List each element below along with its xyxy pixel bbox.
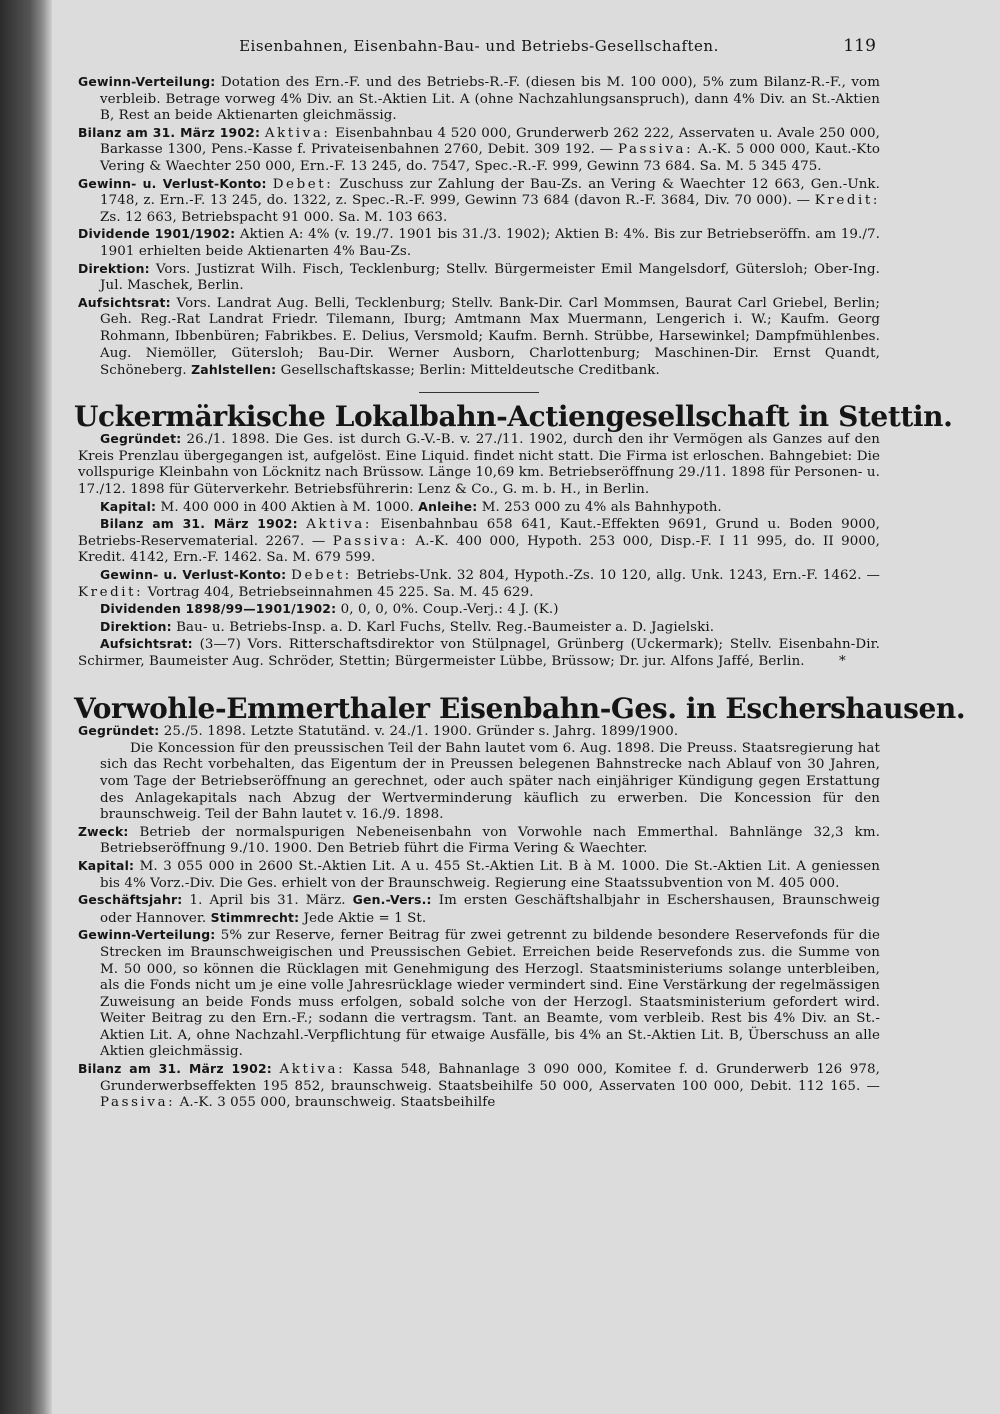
entry-label: Gewinn-Verteilung: [78, 74, 216, 89]
bilanz-entry [78, 1061, 880, 1112]
entry-label: Dividenden 1898/99—1901/1902: [100, 601, 337, 617]
aktiva-word: Aktiva: [279, 1062, 346, 1078]
section-divider [419, 392, 539, 393]
entry-label: Gegründet: [100, 431, 182, 447]
entry-text: 5% zur Reserve, ferner Beitrag für zwei getrennt zu bildende besondere Reservefonds für die Strecken im Braunschweigischen und Preussischen Gebiet. Erreichen beide Reservefonds zus. die Summe von M. 50 000, so können die Rücklagen mit Genehmigung des Herzogl. Staatsministeriums solange unterbleiben, als die Fonds nicht um je eine volle Jahresrücklage wieder vermindert sind. Eine Verstärkung der regelmässigen Zuweisung an beide Fonds muss erfolgen, sobald solche von der Herzogl. Staatsministerium gefordert wird. Weiter Beitrag zu den Ern.-F.; sodann die vertragsm. Tant. an Beamte, vom verbleib. Rest bis 4% Div. an St.-Aktien Lit. A, ohne Nachzahl.-Verpflichtung für etwaige Ausfälle, bis 4% an St.-Aktien Lit. B, Überschuss an alle Aktien gleichmässig. [100, 928, 880, 1060]
aktiva-text: Kassa 548, Bahnanlage 3 090 000, Komitee f. d. Grunderwerb 126 978, Grunderwerbseffekten 195 852, braunschweig. Staatsbeihilfe 50 000, Asservaten 100 000, Debit. 112 165. — [100, 1062, 880, 1094]
entry-label: Kapital: [78, 857, 135, 873]
section-vorwohle-emmerthaler [74, 691, 966, 1112]
zahlstellen-label: Zahlstellen: [191, 362, 277, 378]
page-content [74, 36, 966, 1112]
entry-text: 0, 0, 0, 0%. Coup.-Verj.: 4 J. (K.) [340, 602, 559, 618]
entry-text: Vors. Justizrat Wilh. Fisch, Tecklenburg; Stellv. Bürgermeister Emil Mangelsdorf, Gütersloh; Ober-Ing. Jul. Maschek, Berlin. [100, 261, 880, 294]
footnote-star: * [839, 654, 846, 669]
entry-label: Gewinn-Verteilung: [78, 927, 216, 943]
passiva-word: Passiva: [332, 533, 409, 549]
passiva-word: Passiva: [100, 1095, 176, 1111]
running-header-title: Eisenbahnen, Eisenbahn-Bau- und Betriebs-Gesellschaften. [239, 37, 719, 55]
entry-label: Zweck: [78, 823, 129, 839]
koncession-paragraph [78, 741, 880, 824]
entry-label: Bilanz am 31. März 1902: [78, 124, 261, 140]
entry-text: Die Koncession für den preussischen Teil der Bahn lautet vom 6. Aug. 1898. Die Preuss. Staatsregierung hat sich das Recht vorbehalten, das Eigentum der in Preussen belegenen Bahnstrecke nach Ablauf von 30 Jahren, vom Tage der Betriebseröffnung an gerechnet, oder auch später nach einjähriger Kündigung gegen Erstattung des Anlagekapitals nach Abzug der Wertverminderung käuflich zu erwerben. Die Koncession für den braunschweig. Teil der Bahn lautet v. 16./9. 1898. [100, 740, 880, 823]
entry-text: 26./1. 1898. Die Ges. ist durch G.-V.-B. v. 27./11. 1902, durch den ihr Vermögen als Ganzes auf den Kreis Prenzlau übergegangen ist, aufgelöst. Eine Liquid. findet nicht statt. Die Firma ist erloschen. Bahngebiet: Die vollspurige Kleinbahn von Löcknitz nach Brüssow. Länge 10,69 km. Betriebseröffnung 29./11. 1898 für Personen- u. 17./12. 1898 für Güterverkehr. Betriebsführerin: Lenz & Co., G. m. b. H., in Berlin. [78, 432, 880, 498]
entry-text: Dotation des Ern.-F. und des Betriebs-R.-F. (diesen bis M. 100 000), 5% zum Bilanz-R.-F., vom verbleib. Betrage vorweg 4% Div. an St.-Aktien Lit. A (ohne Nachzahlungsanspruch), dann 4% Div. an St.-Aktien B, Rest an beide Aktienarten gleichmässig. [100, 75, 880, 124]
passiva-word: Passiva: [617, 142, 694, 158]
aktiva-word: Aktiva: [306, 517, 372, 533]
direktion-entry [78, 261, 880, 295]
kredit-word: Kredit: [78, 584, 144, 600]
kapital-entry [78, 858, 880, 892]
debet-word: Debet: [272, 176, 334, 192]
aktiva-text: Eisenbahnbau 658 641, Kaut.-Effekten 9691, Grund u. Boden 9000, Betriebs-Reservematerial. 2267. — [78, 517, 880, 549]
entry-text: Vors. Landrat Aug. Belli, Tecklenburg; Stellv. Bank-Dir. Carl Mommsen, Baurat Carl Griebel, Berlin; Geh. Reg.-Rat Landrat Friedr. Tilemann, Iburg; Amtmann Max Muermann, Lengerich i. W.; Kaufm. Georg Rohmann, Ibbenbüren; Fabrikbes. E. Delius, Versmold; Kaufm. Bernh. Strübbe, Harsewinkel; Dampfmühlenbes. Aug. Niemöller, Gütersloh; Bau-Dir. Werner Ausborn, Charlottenburg; Maschinen-Dir. Ernst Quandt, Schöneberg. [100, 295, 881, 379]
geschaeftsjahr-entry [78, 892, 880, 927]
zahlstellen-text: Gesellschaftskasse; Berlin: Mitteldeutsche Creditbank. [280, 363, 660, 379]
kredit-word: Kredit: [814, 193, 880, 209]
page-number: 119 [843, 36, 876, 56]
gewinn-verlust-entry [78, 176, 880, 227]
entry-label: Bilanz am 31. März 1902: [100, 516, 298, 532]
dividenden-entry [78, 601, 880, 619]
entry-text: M. 3 055 000 in 2600 St.-Aktien Lit. A u. 455 St.-Aktien Lit. B à M. 1000. Die St.-Aktien Lit. A geniessen bis 4% Vorz.-Div. Die Ges. erhielt von der Braunschweig. Regierung eine Staatssubvention von M. 405 000. [100, 858, 880, 891]
running-header [78, 38, 880, 62]
entry-label: Gegründet: [78, 723, 160, 739]
entry-label: Gewinn- u. Verlust-Konto: [100, 567, 287, 583]
entry-label: Bilanz am 31. März 1902: [78, 1061, 272, 1077]
entry-text: 1. April bis 31. März. [189, 893, 346, 909]
gegruendet-entry [78, 431, 880, 498]
kredit-text: Zs. 12 663, Betriebspacht 91 000. Sa. M. 103 663. [100, 209, 448, 225]
gewinn-verteilung-entry [78, 927, 880, 1061]
aktiva-text: Eisenbahnbau 4 520 000, Grunderwerb 262 222, Asservaten u. Avale 250 000, Barkasse 1300, Pens.-Kasse f. Privateisenbahnen 2760, Debit. 309 192. — [100, 125, 881, 158]
aufsichtsrat-entry [78, 295, 880, 380]
company-heading: Vorwohle-Emmerthaler Eisenbahn-Ges. in Eschershausen. [74, 691, 966, 725]
gen-vers-text: Im ersten Geschäftshalbjahr in Eschershausen, Braunschweig oder Hannover. [100, 893, 881, 926]
book-spine-shadow [0, 0, 52, 1414]
debet-word: Debet: [291, 568, 352, 584]
gewinn-verlust-entry [78, 567, 880, 601]
entry-label: Gewinn- u. Verlust-Konto: [78, 175, 267, 191]
passiva-text: A.-K. 3 055 000, braunschweig. Staatsbeihilfe [179, 1095, 496, 1111]
direktion-entry [78, 619, 880, 637]
aufsichtsrat-entry [78, 636, 880, 670]
zweck-entry [78, 824, 880, 858]
entry-label: Aufsichtsrat: [100, 636, 193, 652]
company-heading: Uckermärkische Lokalbahn-Actiengesellschaft in Stettin. [74, 399, 953, 433]
entry-label: Direktion: [100, 618, 172, 634]
gewinn-verteilung-entry [78, 74, 880, 125]
entry-text: (3—7) Vors. Ritterschaftsdirektor von Stülpnagel, Grünberg (Uckermark); Stellv. Eisenbahn-Dir. Schirmer, Baumeister Aug. Schröder, Stettin; Bürgermeister Lübbe, Brüssow; Dr. jur. Alfons Jaffé, Berlin. [78, 637, 880, 669]
entry-label: Direktion: [78, 260, 150, 276]
kapital-entry [78, 499, 880, 517]
debet-text: Zuschuss zur Zahlung der Bau-Zs. an Vering & Waechter 12 663, Gen.-Unk. 1748, z. Ern.-F. 13 245, do. 1322, z. Spec.-R.-F. 999, Gewinn 73 684 (davon R.-F. 3684, Div. 70 000). — [100, 176, 880, 209]
stimmrecht-label: Stimmrecht: [210, 909, 300, 925]
bilanz-entry [78, 125, 880, 176]
anleihe-label: Anleihe: [418, 498, 478, 514]
aktiva-word: Aktiva: [264, 125, 331, 141]
entry-label: Aufsichtsrat: [78, 294, 171, 310]
entry-text: M. 400 000 in 400 Aktien à M. 1000. [160, 499, 414, 515]
gegruendet-entry [78, 723, 880, 741]
gen-vers-label: Gen.-Vers.: [352, 892, 432, 908]
entry-text: 25./5. 1898. Letzte Statutänd. v. 24./1. 1900. Gründer s. Jahrg. 1899/1900. [163, 724, 679, 740]
entry-label: Kapital: [100, 498, 157, 514]
entry-text: Bau- u. Betriebs-Insp. a. D. Karl Fuchs, Stellv. Reg.-Baumeister a. D. Jagielski. [176, 619, 715, 635]
entry-text: Betrieb der normalspurigen Nebeneisenbahn von Vorwohle nach Emmerthal. Bahnlänge 32,3 km. Betriebseröffnung 9./10. 1900. Den Betrieb führt die Firma Vering & Waechter. [100, 824, 880, 857]
section-continuation [78, 74, 880, 380]
bilanz-entry [78, 516, 880, 567]
entry-label: Dividende 1901/1902: [78, 226, 236, 242]
section-uckermaerkische [74, 399, 953, 671]
kredit-text: Vortrag 404, Betriebseinnahmen 45 225. Sa. M. 45 629. [147, 584, 534, 600]
passiva-text: A.-K. 5 000 000, Kaut.-Kto Vering & Waechter 250 000, Ern.-F. 13 245, do. 7547, Spec.-R.-F. 999, Gewinn 73 684. Sa. M. 5 345 475. [100, 142, 881, 174]
entry-label: Geschäftsjahr: [78, 892, 183, 908]
entry-text: Aktien A: 4% (v. 19./7. 1901 bis 31./3. 1902); Aktien B: 4%. Bis zur Betriebseröffn. am 19./7. 1901 erhielten beide Aktienarten 4% Bau-Zs. [100, 227, 880, 259]
anleihe-text: M. 253 000 zu 4% als Bahnhypoth. [481, 499, 722, 515]
debet-text: Betriebs-Unk. 32 804, Hypoth.-Zs. 10 120, allg. Unk. 1243, Ern.-F. 1462. — [356, 568, 881, 584]
passiva-text: A.-K. 400 000, Hypoth. 253 000, Disp.-F. I 11 995, do. II 9000, Kredit. 4142, Ern.-F. 1462. Sa. M. 679 599. [78, 533, 881, 566]
dividende-entry [78, 226, 880, 260]
stimmrecht-text: Jede Aktie = 1 St. [303, 910, 427, 926]
